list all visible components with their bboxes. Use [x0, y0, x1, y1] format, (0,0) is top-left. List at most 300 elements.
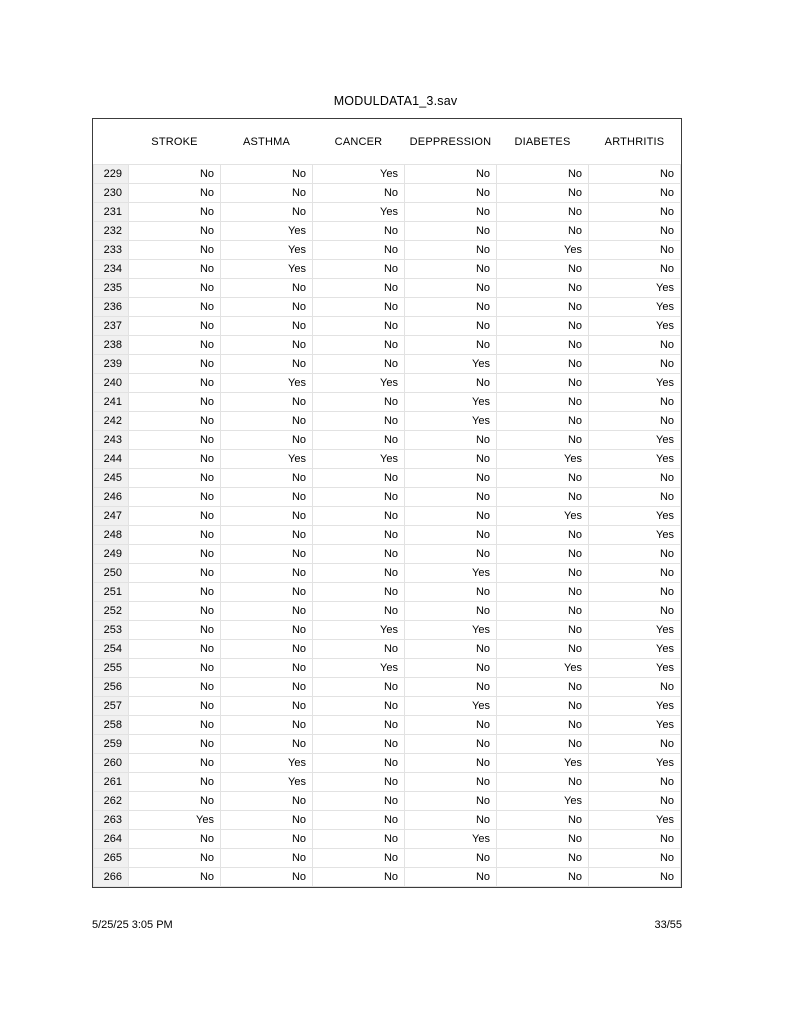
cell-value: No: [221, 678, 313, 697]
cell-value: No: [589, 545, 681, 564]
cell-value: No: [221, 431, 313, 450]
cell-value: No: [405, 507, 497, 526]
cell-value: No: [129, 488, 221, 507]
table-row: [94, 697, 681, 716]
cell-value: No: [221, 697, 313, 716]
cell-value: No: [313, 583, 405, 602]
table-row: [94, 792, 681, 811]
table-body: [94, 165, 681, 887]
cell-value: No: [497, 697, 589, 716]
cell-value: No: [313, 564, 405, 583]
cell-value: No: [221, 830, 313, 849]
cell-value: No: [129, 355, 221, 374]
cell-value: No: [313, 222, 405, 241]
cell-value: No: [129, 450, 221, 469]
cell-value: No: [313, 830, 405, 849]
row-number: 262: [94, 792, 129, 811]
data-table: [93, 119, 681, 887]
cell-value: Yes: [589, 716, 681, 735]
cell-value: No: [129, 735, 221, 754]
row-number: 235: [94, 279, 129, 298]
table-row: [94, 564, 681, 583]
cell-value: No: [129, 621, 221, 640]
row-number: 250: [94, 564, 129, 583]
cell-value: No: [497, 412, 589, 431]
table-row: [94, 526, 681, 545]
table-row: [94, 621, 681, 640]
cell-value: No: [313, 811, 405, 830]
cell-value: No: [221, 792, 313, 811]
cell-value: No: [497, 849, 589, 868]
row-number: 240: [94, 374, 129, 393]
cell-value: Yes: [313, 203, 405, 222]
cell-value: No: [589, 564, 681, 583]
cell-value: Yes: [405, 355, 497, 374]
cell-value: No: [405, 279, 497, 298]
row-number: 253: [94, 621, 129, 640]
cell-value: No: [405, 659, 497, 678]
cell-value: No: [589, 260, 681, 279]
cell-value: No: [405, 450, 497, 469]
cell-value: Yes: [589, 431, 681, 450]
table-row: [94, 317, 681, 336]
cell-value: No: [405, 317, 497, 336]
cell-value: No: [129, 868, 221, 887]
cell-value: No: [589, 735, 681, 754]
cell-value: No: [313, 241, 405, 260]
cell-value: Yes: [589, 450, 681, 469]
cell-value: Yes: [313, 659, 405, 678]
cell-value: No: [313, 336, 405, 355]
cell-value: Yes: [589, 621, 681, 640]
cell-value: No: [497, 716, 589, 735]
row-number: 256: [94, 678, 129, 697]
row-number: 258: [94, 716, 129, 735]
cell-value: Yes: [497, 507, 589, 526]
cell-value: No: [589, 336, 681, 355]
cell-value: No: [405, 545, 497, 564]
cell-value: No: [313, 260, 405, 279]
table-row: [94, 659, 681, 678]
cell-value: No: [405, 260, 497, 279]
table-row: [94, 602, 681, 621]
cell-value: No: [405, 526, 497, 545]
cell-value: No: [497, 602, 589, 621]
row-number: 242: [94, 412, 129, 431]
cell-value: No: [129, 697, 221, 716]
cell-value: No: [497, 564, 589, 583]
cell-value: Yes: [221, 222, 313, 241]
cell-value: No: [405, 431, 497, 450]
table-row: [94, 279, 681, 298]
cell-value: No: [589, 488, 681, 507]
cell-value: No: [497, 735, 589, 754]
page-title: MODULDATA1_3.sav: [333, 94, 458, 108]
cell-value: No: [221, 279, 313, 298]
table-row: [94, 165, 681, 184]
table-row: [94, 716, 681, 735]
cell-value: No: [129, 659, 221, 678]
cell-value: No: [313, 716, 405, 735]
cell-value: No: [497, 298, 589, 317]
table-row: [94, 336, 681, 355]
cell-value: No: [497, 868, 589, 887]
cell-value: No: [221, 507, 313, 526]
cell-value: No: [405, 222, 497, 241]
cell-value: No: [405, 241, 497, 260]
cell-value: No: [313, 431, 405, 450]
row-number: 237: [94, 317, 129, 336]
cell-value: No: [313, 298, 405, 317]
cell-value: No: [313, 526, 405, 545]
cell-value: No: [497, 222, 589, 241]
cell-value: No: [313, 488, 405, 507]
cell-value: No: [497, 773, 589, 792]
cell-value: Yes: [589, 811, 681, 830]
cell-value: Yes: [589, 640, 681, 659]
row-number: 259: [94, 735, 129, 754]
cell-value: No: [129, 203, 221, 222]
footer-timestamp: 5/25/25 3:05 PM: [92, 919, 173, 931]
cell-value: No: [497, 488, 589, 507]
table-row: [94, 507, 681, 526]
cell-value: No: [589, 849, 681, 868]
cell-value: No: [221, 203, 313, 222]
cell-value: No: [129, 222, 221, 241]
cell-value: Yes: [405, 621, 497, 640]
cell-value: No: [221, 393, 313, 412]
table-row: [94, 260, 681, 279]
cell-value: No: [221, 640, 313, 659]
cell-value: No: [221, 849, 313, 868]
cell-value: No: [313, 317, 405, 336]
cell-value: No: [313, 792, 405, 811]
cell-value: Yes: [589, 298, 681, 317]
cell-value: No: [313, 279, 405, 298]
cell-value: No: [221, 545, 313, 564]
cell-value: No: [129, 393, 221, 412]
cell-value: No: [589, 602, 681, 621]
cell-value: No: [589, 393, 681, 412]
row-number: 241: [94, 393, 129, 412]
table-row: [94, 488, 681, 507]
cell-value: No: [405, 374, 497, 393]
cell-value: No: [129, 298, 221, 317]
cell-value: No: [589, 222, 681, 241]
cell-value: No: [497, 431, 589, 450]
cell-value: No: [129, 279, 221, 298]
cell-value: No: [313, 640, 405, 659]
cell-value: No: [405, 716, 497, 735]
table-row: [94, 640, 681, 659]
table-row: [94, 678, 681, 697]
row-number: 264: [94, 830, 129, 849]
cell-value: No: [221, 716, 313, 735]
cell-value: No: [221, 583, 313, 602]
cell-value: No: [405, 754, 497, 773]
cell-value: No: [129, 469, 221, 488]
table-row: [94, 773, 681, 792]
row-number: 233: [94, 241, 129, 260]
row-number: 246: [94, 488, 129, 507]
cell-value: No: [129, 583, 221, 602]
cell-value: No: [129, 754, 221, 773]
cell-value: Yes: [589, 697, 681, 716]
table-row: [94, 241, 681, 260]
cell-value: No: [221, 412, 313, 431]
footer-page-indicator: 33/55: [654, 919, 682, 931]
row-number: 231: [94, 203, 129, 222]
cell-value: Yes: [497, 450, 589, 469]
cell-value: No: [405, 165, 497, 184]
cell-value: No: [497, 830, 589, 849]
table-row: [94, 849, 681, 868]
row-number: 236: [94, 298, 129, 317]
cell-value: No: [405, 583, 497, 602]
cell-value: No: [221, 811, 313, 830]
cell-value: Yes: [405, 564, 497, 583]
cell-value: No: [497, 184, 589, 203]
cell-value: No: [221, 336, 313, 355]
data-table-frame: [92, 118, 682, 888]
column-header-arthritis: ARTHRITIS: [604, 135, 665, 148]
row-number: 247: [94, 507, 129, 526]
cell-value: Yes: [497, 241, 589, 260]
row-number: 255: [94, 659, 129, 678]
cell-value: No: [497, 336, 589, 355]
cell-value: No: [221, 469, 313, 488]
table-header: [94, 119, 681, 165]
table-row: [94, 735, 681, 754]
column-header-diabetes: DIABETES: [514, 135, 571, 148]
cell-value: No: [405, 849, 497, 868]
cell-value: No: [497, 526, 589, 545]
cell-value: Yes: [221, 450, 313, 469]
cell-value: Yes: [221, 773, 313, 792]
cell-value: No: [313, 754, 405, 773]
cell-value: No: [129, 830, 221, 849]
column-header-stroke: STROKE: [151, 135, 198, 148]
cell-value: No: [129, 545, 221, 564]
cell-value: No: [589, 184, 681, 203]
cell-value: No: [405, 868, 497, 887]
cell-value: No: [497, 355, 589, 374]
cell-value: Yes: [405, 393, 497, 412]
cell-value: No: [129, 773, 221, 792]
row-number: 266: [94, 868, 129, 887]
cell-value: No: [221, 602, 313, 621]
cell-value: No: [589, 773, 681, 792]
cell-value: No: [129, 849, 221, 868]
cell-value: No: [497, 469, 589, 488]
cell-value: No: [221, 526, 313, 545]
table-row: [94, 222, 681, 241]
cell-value: No: [313, 849, 405, 868]
cell-value: Yes: [221, 241, 313, 260]
cell-value: No: [129, 184, 221, 203]
table-header-row: [94, 119, 681, 165]
cell-value: No: [313, 735, 405, 754]
cell-value: No: [313, 469, 405, 488]
cell-value: No: [589, 792, 681, 811]
cell-value: No: [405, 298, 497, 317]
cell-value: No: [589, 678, 681, 697]
cell-value: No: [221, 659, 313, 678]
row-number: 248: [94, 526, 129, 545]
cell-value: No: [129, 716, 221, 735]
cell-value: Yes: [589, 754, 681, 773]
cell-value: No: [129, 640, 221, 659]
row-number: 238: [94, 336, 129, 355]
cell-value: Yes: [497, 754, 589, 773]
row-number: 254: [94, 640, 129, 659]
cell-value: Yes: [589, 507, 681, 526]
cell-value: No: [129, 336, 221, 355]
cell-value: No: [497, 393, 589, 412]
row-number: 263: [94, 811, 129, 830]
table-row: [94, 412, 681, 431]
cell-value: No: [497, 203, 589, 222]
row-number: 251: [94, 583, 129, 602]
cell-value: No: [589, 241, 681, 260]
cell-value: No: [129, 260, 221, 279]
cell-value: No: [221, 488, 313, 507]
cell-value: Yes: [313, 374, 405, 393]
cell-value: No: [405, 640, 497, 659]
corner-cell: [94, 119, 129, 165]
cell-value: No: [405, 773, 497, 792]
cell-value: No: [589, 412, 681, 431]
cell-value: Yes: [221, 260, 313, 279]
cell-value: Yes: [589, 279, 681, 298]
cell-value: No: [313, 678, 405, 697]
cell-value: No: [221, 355, 313, 374]
cell-value: No: [313, 545, 405, 564]
cell-value: No: [589, 583, 681, 602]
cell-value: No: [129, 526, 221, 545]
cell-value: No: [221, 868, 313, 887]
cell-value: No: [313, 507, 405, 526]
cell-value: Yes: [589, 526, 681, 545]
cell-value: No: [497, 165, 589, 184]
cell-value: No: [129, 412, 221, 431]
row-number: 244: [94, 450, 129, 469]
column-header-cancer: CANCER: [334, 135, 383, 148]
row-number: 232: [94, 222, 129, 241]
cell-value: No: [129, 241, 221, 260]
cell-value: No: [313, 393, 405, 412]
cell-value: No: [313, 697, 405, 716]
cell-value: No: [405, 678, 497, 697]
cell-value: No: [589, 469, 681, 488]
table-row: [94, 431, 681, 450]
cell-value: No: [405, 811, 497, 830]
cell-value: Yes: [313, 621, 405, 640]
cell-value: No: [405, 792, 497, 811]
table-row: [94, 545, 681, 564]
table-row: [94, 203, 681, 222]
cell-value: No: [405, 735, 497, 754]
cell-value: No: [313, 412, 405, 431]
table-row: [94, 355, 681, 374]
cell-value: No: [221, 317, 313, 336]
cell-value: Yes: [221, 374, 313, 393]
cell-value: No: [313, 602, 405, 621]
cell-value: No: [129, 678, 221, 697]
cell-value: No: [221, 621, 313, 640]
cell-value: No: [497, 279, 589, 298]
row-number: 229: [94, 165, 129, 184]
cell-value: No: [129, 317, 221, 336]
table-row: [94, 393, 681, 412]
cell-value: Yes: [405, 697, 497, 716]
cell-value: Yes: [405, 830, 497, 849]
cell-value: Yes: [589, 374, 681, 393]
cell-value: No: [497, 374, 589, 393]
cell-value: No: [129, 431, 221, 450]
cell-value: No: [405, 184, 497, 203]
row-number: 252: [94, 602, 129, 621]
cell-value: No: [221, 165, 313, 184]
cell-value: No: [405, 488, 497, 507]
cell-value: No: [589, 355, 681, 374]
row-number: 261: [94, 773, 129, 792]
cell-value: Yes: [129, 811, 221, 830]
cell-value: No: [497, 545, 589, 564]
table-row: [94, 811, 681, 830]
cell-value: Yes: [589, 317, 681, 336]
column-header-asthma: ASTHMA: [242, 135, 291, 148]
table-row: [94, 830, 681, 849]
table-row: [94, 754, 681, 773]
table-row: [94, 583, 681, 602]
cell-value: No: [497, 260, 589, 279]
table-row: [94, 450, 681, 469]
row-number: 249: [94, 545, 129, 564]
cell-value: No: [129, 507, 221, 526]
cell-value: Yes: [589, 659, 681, 678]
table-row: [94, 868, 681, 887]
cell-value: No: [589, 203, 681, 222]
cell-value: No: [221, 735, 313, 754]
cell-value: No: [221, 564, 313, 583]
cell-value: No: [129, 792, 221, 811]
cell-value: No: [405, 336, 497, 355]
row-number: 260: [94, 754, 129, 773]
cell-value: No: [221, 184, 313, 203]
cell-value: No: [313, 773, 405, 792]
cell-value: No: [129, 165, 221, 184]
cell-value: No: [497, 678, 589, 697]
cell-value: No: [313, 355, 405, 374]
cell-value: No: [313, 868, 405, 887]
cell-value: No: [405, 602, 497, 621]
table-row: [94, 298, 681, 317]
cell-value: No: [313, 184, 405, 203]
cell-value: Yes: [313, 450, 405, 469]
table-row: [94, 374, 681, 393]
cell-value: No: [497, 317, 589, 336]
column-header-depression: DEPPRESSION: [409, 135, 492, 148]
cell-value: No: [221, 298, 313, 317]
row-number: 239: [94, 355, 129, 374]
cell-value: Yes: [313, 165, 405, 184]
cell-value: No: [497, 811, 589, 830]
cell-value: Yes: [497, 659, 589, 678]
row-number: 257: [94, 697, 129, 716]
cell-value: Yes: [221, 754, 313, 773]
cell-value: No: [497, 583, 589, 602]
